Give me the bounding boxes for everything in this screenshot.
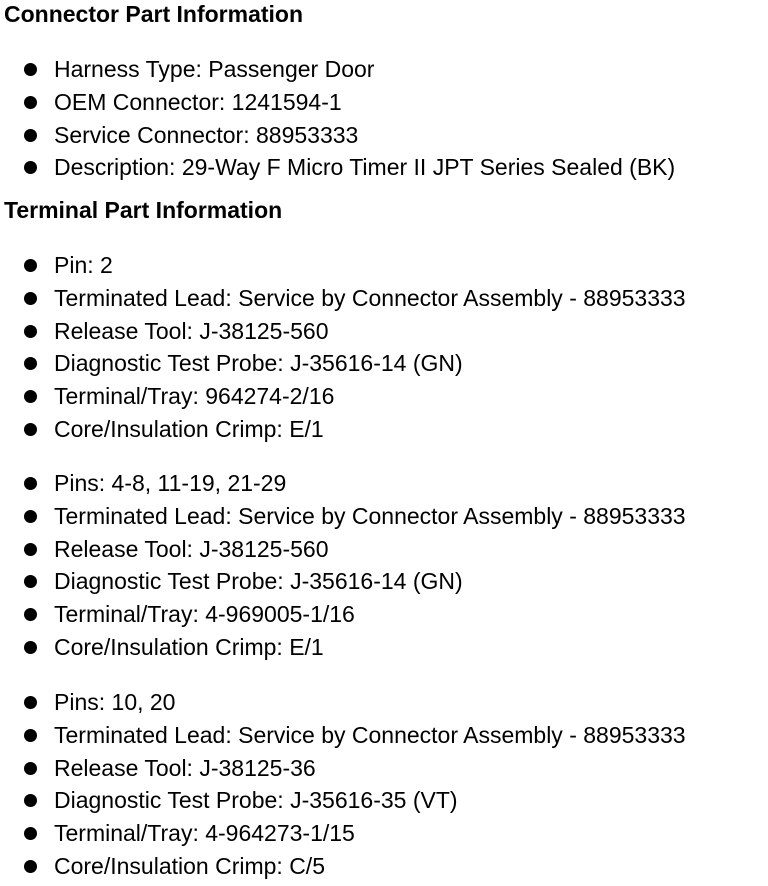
bullet-icon (24, 161, 37, 174)
bullet-icon (24, 63, 37, 76)
bullet-icon (24, 96, 37, 109)
list-item-text: Core/Insulation Crimp: E/1 (54, 633, 324, 660)
connector-part-information-heading: Connector Part Information (4, 1, 304, 27)
bullet-icon (24, 641, 37, 654)
list-item-text: Description: 29-Way F Micro Timer II JPT Series Sealed (BK) (54, 154, 676, 181)
list-item-text: OEM Connector: 1241594-1 (54, 88, 342, 115)
bullet-icon (24, 575, 37, 588)
terminal-part-information-heading: Terminal Part Information (4, 197, 283, 223)
list-item-text: Pins: 4-8, 11-19, 21-29 (54, 470, 287, 496)
list-item-text: Core/Insulation Crimp: E/1 (54, 415, 324, 442)
list-item-text: Pin: 2 (54, 252, 113, 278)
bullet-icon (24, 543, 37, 556)
list-item-text: Diagnostic Test Probe: J-35616-35 (VT) (54, 787, 458, 814)
bullet-icon (24, 259, 37, 272)
bullet-icon (24, 390, 37, 403)
bullet-icon (24, 423, 37, 436)
list-item-text: Harness Type: Passenger Door (54, 56, 375, 82)
list-item-text: Terminal/Tray: 4-969005-1/16 (54, 601, 355, 628)
list-item-text: Pins: 10, 20 (54, 689, 176, 715)
list-item-text: Release Tool: J-38125-560 (54, 535, 329, 562)
bullet-icon (24, 129, 37, 142)
list-item-text: Core/Insulation Crimp: C/5 (54, 852, 325, 879)
list-item-text: Terminated Lead: Service by Connector Assembly - 88953333 (54, 284, 686, 311)
bullet-icon (24, 325, 37, 338)
list-item-text: Release Tool: J-38125-36 (54, 754, 316, 781)
bullet-icon (24, 608, 37, 621)
bullet-icon (24, 292, 37, 305)
list-item-text: Terminal/Tray: 964274-2/16 (54, 383, 335, 410)
list-item-text: Service Connector: 88953333 (54, 121, 359, 148)
bullet-icon (24, 510, 37, 523)
list-item-text: Diagnostic Test Probe: J-35616-14 (GN) (54, 350, 463, 377)
bullet-icon (24, 696, 37, 709)
bullet-icon (24, 762, 37, 775)
list-item-text: Terminated Lead: Service by Connector Assembly - 88953333 (54, 502, 686, 529)
bullet-icon (24, 477, 37, 490)
bullet-icon (24, 794, 37, 807)
bullet-icon (24, 729, 37, 742)
list-item-text: Release Tool: J-38125-560 (54, 317, 329, 344)
bullet-icon (24, 860, 37, 873)
bullet-icon (24, 357, 37, 370)
list-item-text: Terminated Lead: Service by Connector Assembly - 88953333 (54, 721, 686, 748)
bullet-icon (24, 827, 37, 840)
list-item-text: Diagnostic Test Probe: J-35616-14 (GN) (54, 568, 463, 595)
list-item-text: Terminal/Tray: 4-964273-1/15 (54, 820, 355, 847)
